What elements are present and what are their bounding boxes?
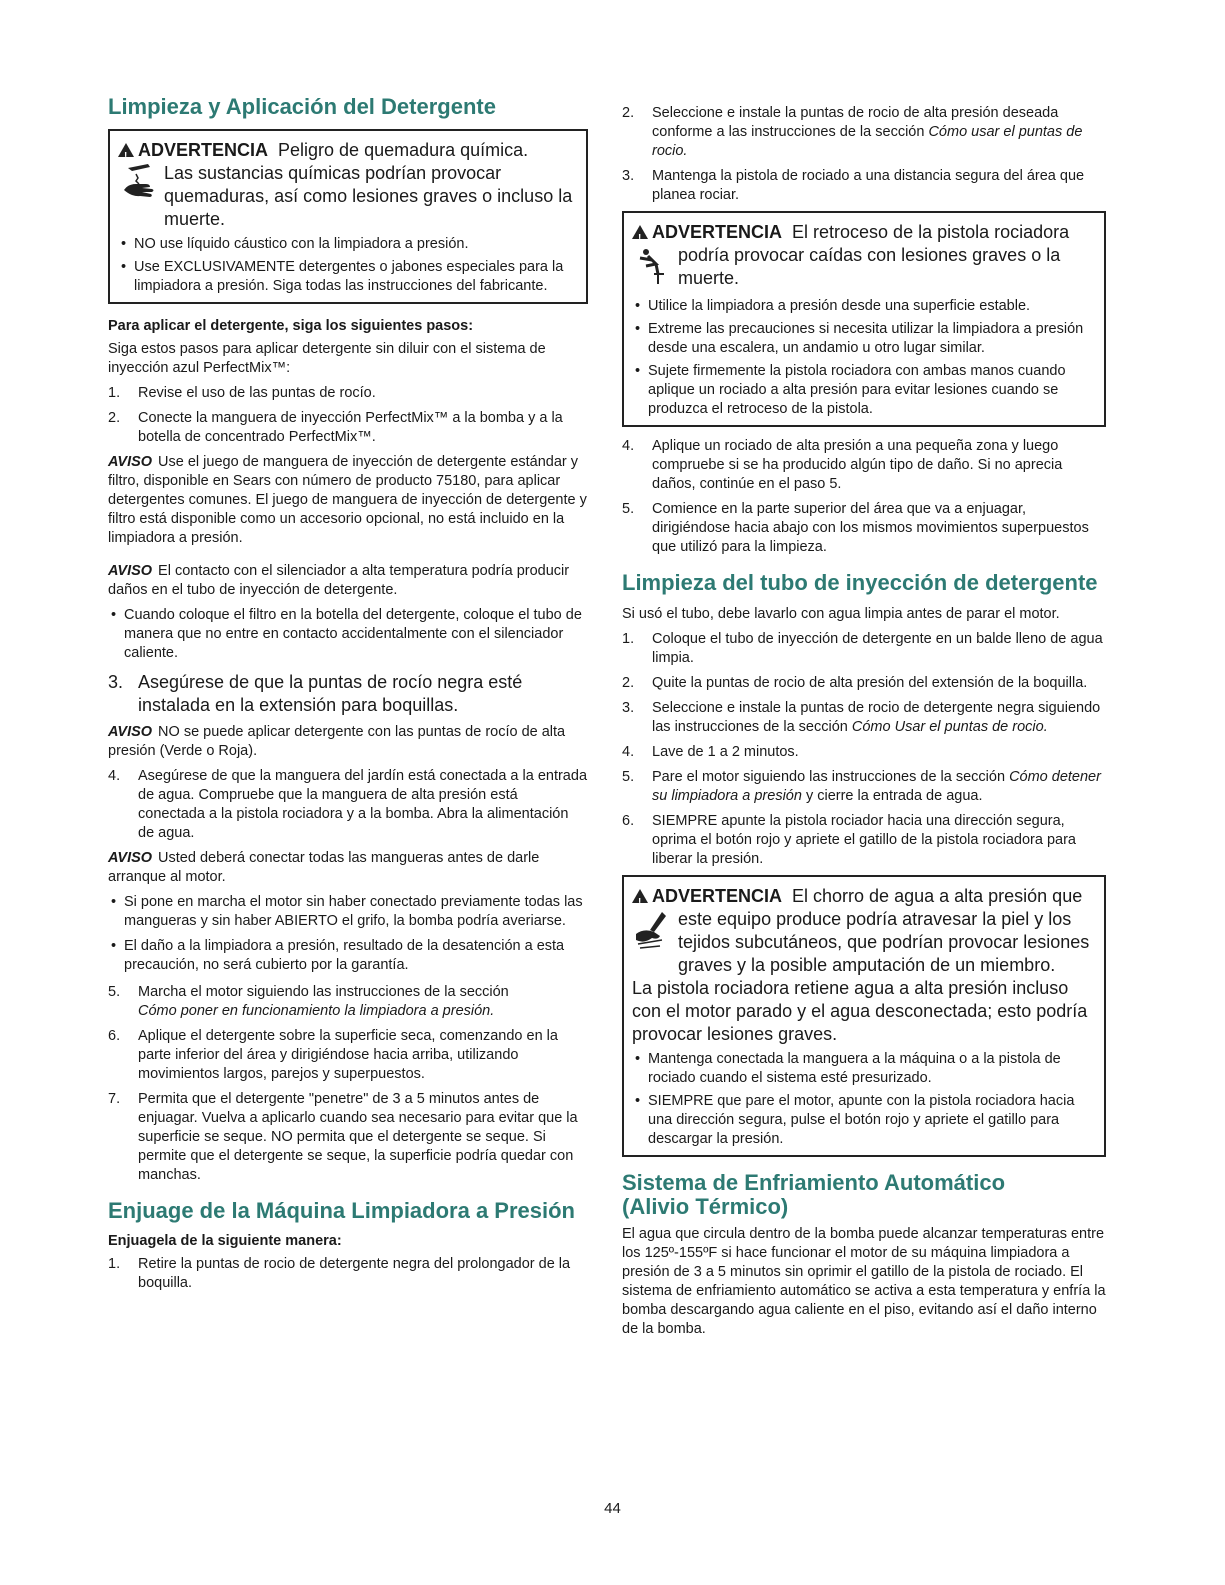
step-2: 2. Conecte la manguera de inyección PerfectMix™ a la bomba y a la botella de concentrado PerfectMix™. <box>108 410 563 445</box>
rinse-step-5: 5. Comience en la parte superior del área que va a enjuagar, dirigiéndose hacia abajo con los mismos movimientos superpuestos que utilizó para la limpieza. <box>622 501 1089 555</box>
notice-1: AVISO Use el juego de manguera de inyección de detergente estándar y filtro, disponible en Sears con número de producto 75180, para aplicar detergentes comunes. El juego de manguera de inyección de detergente y filtro está disponible como un accesorio opcional, no está incluido en la limpiadora a presión. <box>108 454 587 546</box>
falling-person-icon <box>632 244 678 293</box>
tube-intro: Si usó el tubo, debe lavarlo con agua limpia antes de parar el motor. <box>622 606 1060 622</box>
rinse-step-2: 2. Seleccione e instale la puntas de rocio de alta presión deseada conforme a las instrucciones de la sección Cómo usar el puntas de rocio. <box>622 105 1083 159</box>
notice-3: AVISO NO se puede aplicar detergente con las puntas de rocío de alta presión (Verde o Roja). <box>108 724 566 759</box>
cooling-paragraph: El agua que circula dentro de la bomba puede alcanzar temperaturas entre los 125º-155ºF si hace funcionar el motor de su máquina limpiadora a presión de 3 a 5 minutos sin oprimir el gatillo de la pistola de rociado. El sistema de enfriamiento automático se activa a esta temperatura y enfría la bomba descargando agua caliente en el piso, evitando así el daño interno de la bomba. <box>622 1226 1106 1337</box>
warning-text: Las sustancias químicas podrían provocar quemaduras, así como lesiones graves o incluso la muerte. <box>164 163 573 229</box>
rinse-step-4: 4. Aplique un rociado de alta presión a una pequeña zona y luego compruebe si se ha producido algún tipo de daño. Si no aprecia daños, continúe en el paso 5. <box>622 438 1063 492</box>
bullet-warranty: • El daño a la limpiadora a presión, resultado de la desatención a esta precaución, no será cubierto por la garantía. <box>111 938 565 973</box>
step-1: 1. Revise el uso de las puntas de rocío. <box>108 385 376 401</box>
warning-label: ADVERTENCIA <box>138 140 269 160</box>
subheading-rinse: Enjuagela de la siguiente manera: <box>108 1233 342 1249</box>
step-5: 5. Marcha el motor siguiendo las instrucciones de la sección Cómo poner en funcionamiento la limpiadora a presión. <box>108 984 509 1019</box>
subheading-apply: Para aplicar el detergente, siga los siguientes pasos: <box>108 318 474 334</box>
bullet-motor: • Si pone en marcha el motor sin haber conectado previamente todas las mangueras y sin haber ABIERTO el grifo, la bomba podría averiarse. <box>111 894 583 929</box>
warning-headline: Peligro de quemadura química. <box>278 140 529 160</box>
chemical-burn-hand-icon <box>118 162 164 231</box>
page-number: 44 <box>604 1500 621 1517</box>
notice-4: AVISO Usted deberá conectar todas las mangueras antes de darle arranque al motor. <box>108 850 540 885</box>
step-4: 4. Asegúrese de que la manguera del jardín está conectada a la entrada de agua. Compruebe que la manguera de alta presión está conectada a la pistola rociadora y a la bomba. Abra la alimentación de agua. <box>108 768 588 841</box>
section-title-detergent: Limpieza y Aplicación del Detergente <box>108 94 496 119</box>
tube-step-6: 6. SIEMPRE apunte la pistola rociador hacia una dirección segura, oprima el botón rojo y apriete el gatillo de la pistola rociadora para liberar la presión. <box>622 813 1076 867</box>
warning-triangle-icon <box>632 889 648 903</box>
warning-triangle-icon <box>118 143 134 157</box>
rinse-step-1: 1. Retire la puntas de rocio de detergente negra del prolongador de la boquilla. <box>108 1256 571 1291</box>
left-column <box>108 95 588 1299</box>
tube-step-1: 1. Coloque el tubo de inyección de detergente en un balde lleno de agua limpia. <box>622 631 1103 666</box>
warning-box-recoil: !ADVERTENCIA El retroceso de la pistola rociadora podría provocar caídas con lesiones graves o la muerte. • Utilice la limpiadora a presión desde una superficie estable. • Extreme las precauciones si necesita utilizar la limpiadora a presión desde una escalera, un andamio u otro lugar similar. • Sujete firmemente la pistola rociadora con ambas manos cuando aplique un rociado a alta presión para evitar lesiones cuando se produzca el retroceso de la pistola. <box>622 211 1106 427</box>
tube-step-5: 5. Pare el motor siguiendo las instrucciones de la sección Cómo detener su limpiadora a presión y cierre la entrada de agua. <box>622 769 1101 804</box>
step-6: 6. Aplique el detergente sobre la superficie seca, comenzando en la parte inferior del área y dirigiéndose hacia arriba, utilizando movimientos largos, parejos y superpuestos. <box>108 1028 558 1082</box>
tube-step-2: 2. Quite la puntas de rocio de alta presión del extensión de la boquilla. <box>622 675 1088 691</box>
notice-2: AVISO El contacto con el silenciador a alta temperatura podría producir daños en el tubo de inyección de detergente. <box>108 563 570 598</box>
intro-paragraph: Siga estos pasos para aplicar detergente sin diluir con el sistema de inyección azul PerfectMix™: <box>108 341 546 376</box>
rinse-step-3: 3. Mantenga la pistola de rociado a una distancia segura del área que planea rociar. <box>622 168 1085 203</box>
section-title-rinse: Enjuage de la Máquina Limpiadora a Presión <box>108 1198 575 1223</box>
bullet-filter: • Cuando coloque el filtro en la botella del detergente, coloque el tubo de manera que no entre en contacto accidentalmente con el silenciador caliente. <box>111 607 582 661</box>
warning-box-chemical: !ADVERTENCIA Peligro de quemadura química. Las sustancias químicas podrían provocar quemaduras, así como lesiones graves o incluso la muerte. • NO use líquido cáustico con la limpiadora a presión. • Use EXCLUSIVAMENTE detergentes o jabones especiales para la limpiadora a presión. Siga todas las instrucciones del fabricante. <box>108 129 588 304</box>
right-column <box>622 104 1106 1345</box>
warning-triangle-icon <box>632 225 648 239</box>
tube-step-3: 3. Seleccione e instale la puntas de rocio de detergente negra siguiendo las instrucciones de la sección Cómo Usar el puntas de rocio. <box>622 700 1101 735</box>
step-3: 3. Asegúrese de que la puntas de rocío negra esté instalada en la extensión para boquillas. <box>108 672 523 715</box>
step-7: 7. Permita que el detergente "penetre" de 3 a 5 minutos antes de enjuagar. Vuelva a aplicarlo cuando sea necesario para evitar que la superficie se seque. NO permita que el detergente se seque. Si permite que el detergente se seque, la superficie podría quedar con manchas. <box>108 1091 578 1183</box>
section-title-cooling: Sistema de Enfriamiento Automático (Alivio Térmico) <box>622 1170 1006 1219</box>
section-title-tube-cleaning: Limpieza del tubo de inyección de detergente <box>622 570 1098 595</box>
tube-step-4: 4. Lave de 1 a 2 minutos. <box>622 744 799 760</box>
warning-box-pressure: !ADVERTENCIA El chorro de agua a alta presión que este equipo produce podría atravesar la piel y los tejidos subcutáneos, que podrían provocar lesiones graves y la posible amputación de un miembro. La pistola rociadora retiene agua a alta presión incluso con el motor parado y el agua desconectada; esto podría provocar lesiones graves. • Mantenga conectada la manguera a la máquina o a la pistola de rociado cuando el sistema esté presurizado. • SIEMPRE que pare el motor, apunte con la pistola rociadora hacia una dirección segura, pulse el botón rojo y apriete el gatillo para descargar la presión. <box>622 875 1106 1157</box>
injection-injury-icon <box>632 908 678 977</box>
